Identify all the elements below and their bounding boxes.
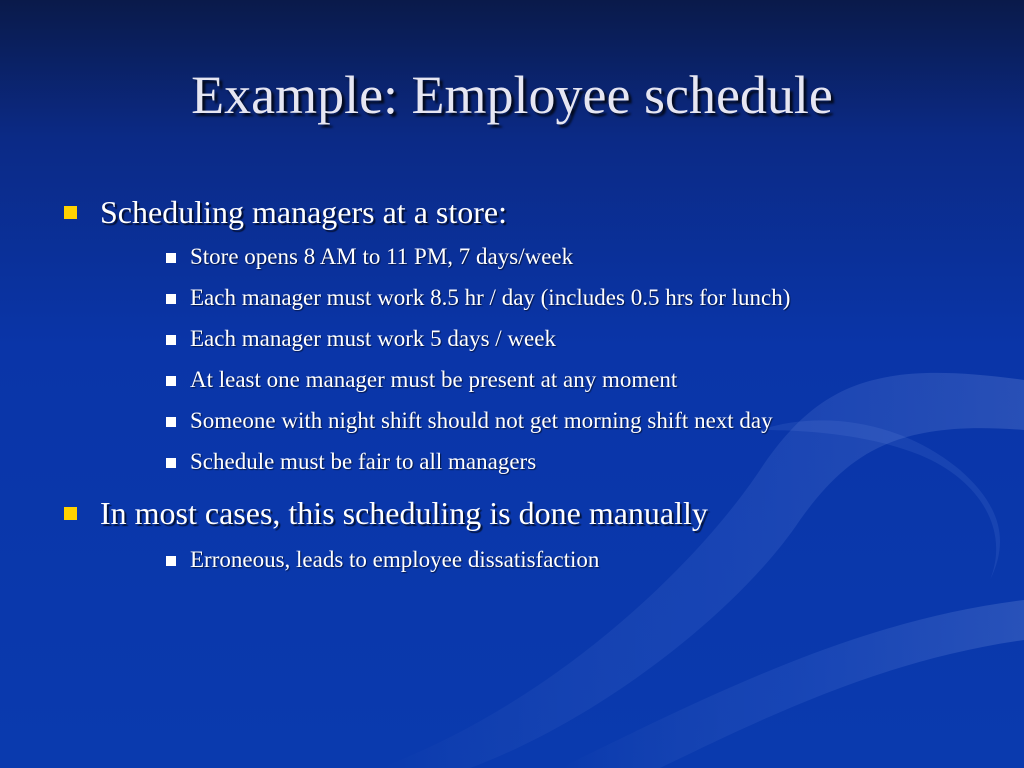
white-square-bullet-icon: [166, 417, 176, 427]
white-square-bullet-icon: [166, 556, 176, 566]
sub-bullet-text: Erroneous, leads to employee dissatisfaction: [190, 547, 600, 572]
white-square-bullet-icon: [166, 376, 176, 386]
slide-title: Example: Employee schedule: [191, 65, 833, 125]
white-square-bullet-icon: [166, 253, 176, 263]
sub-bullet-text: Each manager must work 5 days / week: [190, 326, 556, 351]
white-square-bullet-icon: [166, 458, 176, 468]
yellow-square-bullet-icon: [64, 507, 77, 520]
bullet-text: Scheduling managers at a store:: [100, 194, 507, 230]
white-square-bullet-icon: [166, 335, 176, 345]
white-square-bullet-icon: [166, 294, 176, 304]
sub-bullet-text: At least one manager must be present at any moment: [190, 367, 678, 392]
bullet-text: In most cases, this scheduling is done manually: [100, 495, 708, 531]
sub-bullet-text: Schedule must be fair to all managers: [190, 449, 537, 474]
sub-bullet-text: Each manager must work 8.5 hr / day (includes 0.5 hrs for lunch): [190, 285, 791, 310]
sub-bullet-text: Someone with night shift should not get morning shift next day: [190, 408, 773, 433]
yellow-square-bullet-icon: [64, 206, 77, 219]
sub-bullet-text: Store opens 8 AM to 11 PM, 7 days/week: [190, 244, 574, 269]
